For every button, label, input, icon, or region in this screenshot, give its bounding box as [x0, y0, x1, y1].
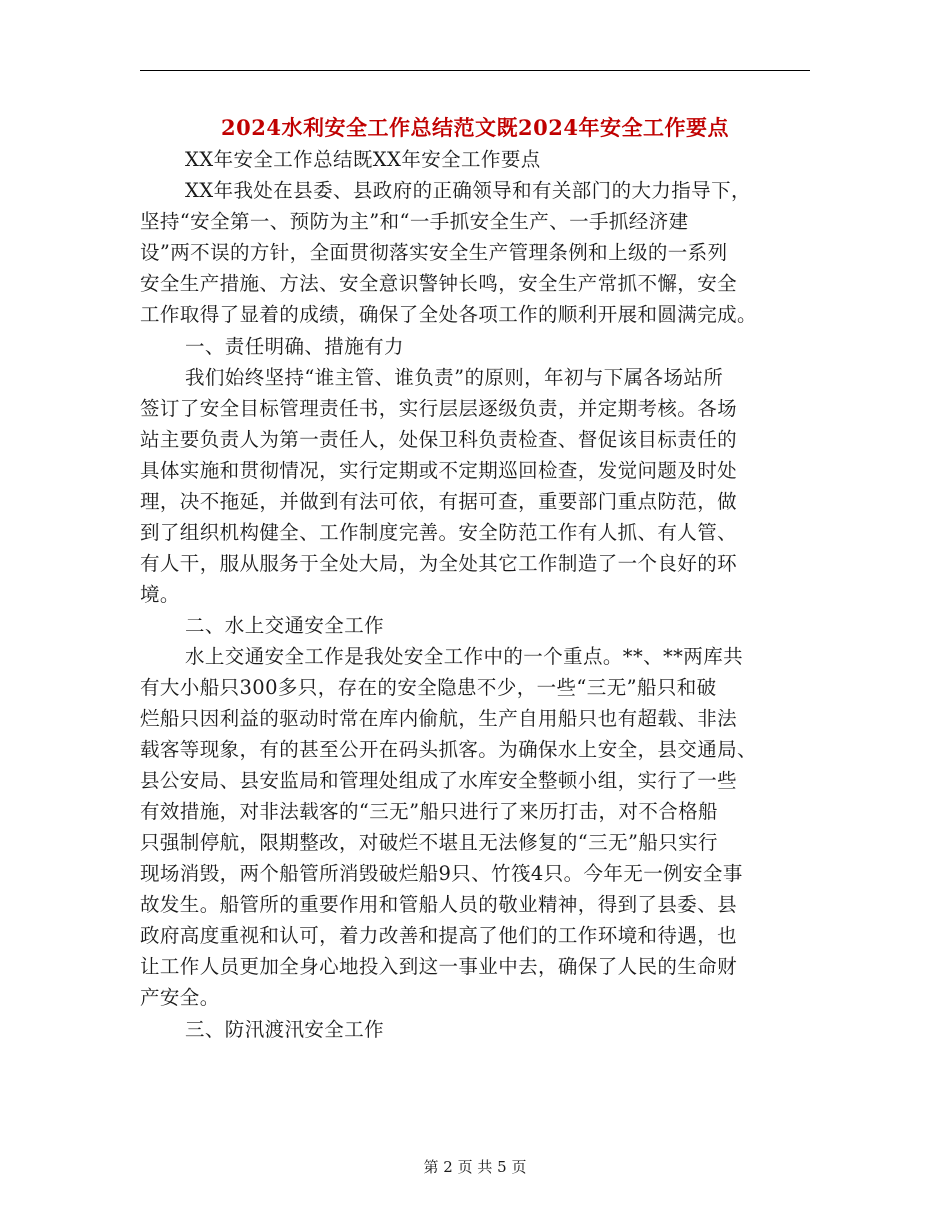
header-rule: [140, 70, 810, 71]
body-line: 具体实施和贯彻情况，实行定期或不定期巡回检查，发觉问题及时处: [140, 459, 738, 482]
body-line: 有大小船只300多只，存在的安全隐患不少，一些“三无”船只和破: [140, 676, 717, 699]
section-heading: 一、责任明确、措施有力: [185, 335, 404, 358]
body-line: 有效措施，对非法载客的“三无”船只进行了来历打击，对不合格船: [140, 800, 718, 823]
body-line: 载客等现象，有的甚至公开在码头抓客。为确保水上安全，县交通局、: [140, 738, 757, 761]
body-line: XX年我处在县委、县政府的正确领导和有关部门的大力指导下，: [185, 179, 751, 202]
section-heading: 二、水上交通安全工作: [185, 614, 385, 637]
body-line: 烂船只因利益的驱动时常在库内偷航，生产自用船只也有超载、非法: [140, 707, 738, 730]
body-line: 只强制停航，限期整改，对破烂不堪且无法修复的“三无”船只实行: [140, 831, 718, 854]
section-heading: 三、防汛渡汛安全工作: [185, 1018, 385, 1041]
body-line: 政府高度重视和认可，着力改善和提高了他们的工作环境和待遇，也: [140, 924, 738, 947]
body-line: 工作取得了显着的成绩，确保了全处各项工作的顺利开展和圆满完成。: [140, 303, 757, 326]
body-line: 故发生。船管所的重要作用和管船人员的敬业精神，得到了县委、县: [140, 893, 738, 916]
body-line: 安全生产措施、方法、安全意识警钟长鸣，安全生产常抓不懈，安全: [140, 272, 738, 295]
body-line: 县公安局、县安监局和管理处组成了水库安全整顿小组，实行了一些: [140, 769, 738, 792]
body-line: 境。: [140, 583, 180, 606]
body-line: 产安全。: [140, 986, 220, 1009]
body-line: 站主要负责人为第一责任人，处保卫科负责检查、督促该目标责任的: [140, 428, 738, 451]
body-line: 水上交通安全工作是我处安全工作中的一个重点。**、**两库共: [185, 645, 744, 668]
body-line: 理，决不拖延，并做到有法可依，有据可查，重要部门重点防范，做: [140, 490, 738, 513]
page-number: 第 2 页 共 5 页: [423, 1158, 527, 1176]
document-title: 2024水利安全工作总结范文既2024年安全工作要点: [221, 115, 729, 140]
body-line: 到了组织机构健全、工作制度完善。安全防范工作有人抓、有人管、: [140, 521, 738, 544]
body-line: 有人干，服从服务于全处大局，为全处其它工作制造了一个良好的环: [140, 552, 738, 575]
body-line: 现场消毁，两个船管所消毁破烂船9只、竹筏4只。今年无一例安全事: [140, 862, 743, 885]
body-line: 让工作人员更加全身心地投入到这一事业中去，确保了人民的生命财: [140, 955, 738, 978]
body-line: 设”两不误的方针，全面贯彻落实安全生产管理条例和上级的一系列: [140, 241, 728, 264]
body-line: 签订了安全目标管理责任书，实行层层逐级负责，并定期考核。各场: [140, 397, 738, 420]
body-line: 坚持“安全第一、预防为主”和“一手抓安全生产、一手抓经济建: [140, 210, 689, 233]
subtitle-line: XX年安全工作总结既XX年安全工作要点: [185, 148, 541, 171]
body-line: 我们始终坚持“谁主管、谁负责”的原则，年初与下属各场站所: [185, 366, 724, 389]
